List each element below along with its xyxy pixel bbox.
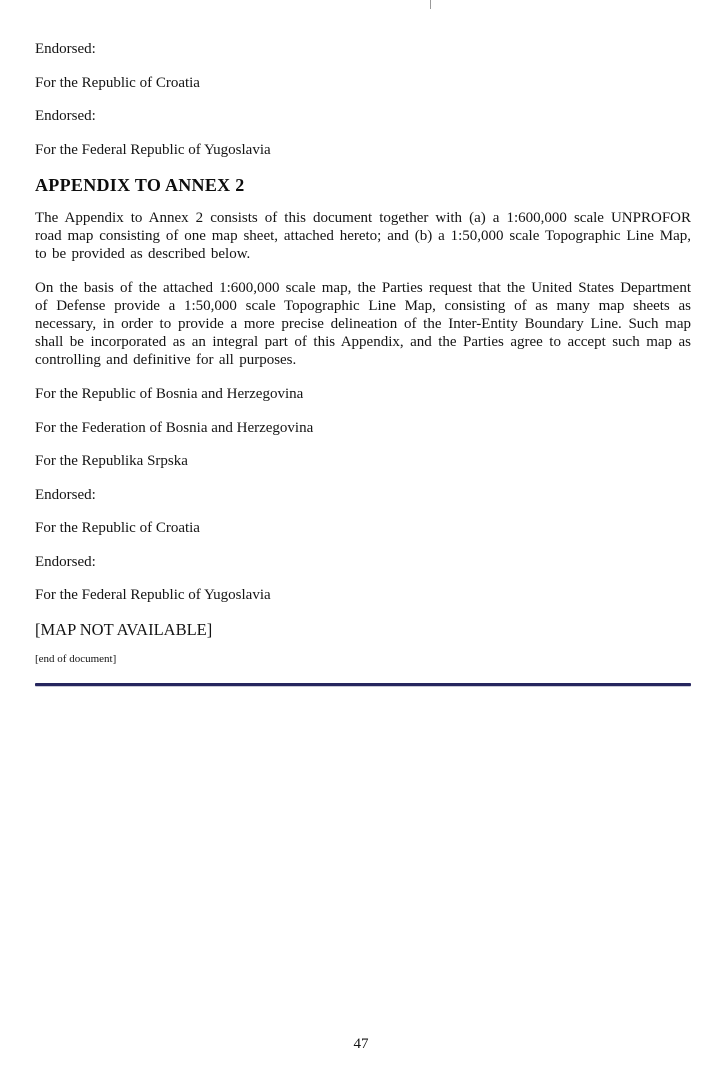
signatory-line-bosnia-herzegovina: For the Republic of Bosnia and Herzegovina (35, 386, 304, 402)
paragraph-map-request: On the basis of the attached 1:600,000 scale map, the Parties request that the United States Department of Defense provide a 1:50,000 scale Topographic Line Map, consisting of as many map sheets as necessary, in order to provide a more precise delineation of the Inter-Entity Boundary Line. Such map shall be incorporated as an integral part of this Appendix, and the Parties agree to accept such map as controlling and definitive for all purposes. (35, 280, 691, 368)
signatory-line-yugoslavia: For the Federal Republic of Yugoslavia (35, 141, 271, 158)
signatory-line-croatia: For the Republic of Croatia (35, 74, 200, 91)
endorsed-line: Endorsed: (35, 486, 96, 503)
map-not-available-note: [MAP NOT AVAILABLE] (35, 619, 213, 639)
endorsed-line: Endorsed: (35, 108, 96, 124)
separator-rule (35, 683, 691, 686)
signatory-line-federation: For the Federation of Bosnia and Herzegovina (35, 419, 314, 436)
signatory-line-croatia: For the Republic of Croatia (35, 520, 200, 536)
signatory-line-republika-srpska: For the Republika Srpska (35, 453, 188, 469)
scan-artifact-mark (430, 0, 431, 9)
page-number: 47 (353, 1036, 369, 1052)
endorsed-line: Endorsed: (35, 41, 96, 57)
paragraph-appendix-description: The Appendix to Annex 2 consists of this document together with (a) a 1:600,000 scale UNPROFOR road map consisting of one map sheet, attached hereto; and (b) a 1:50,000 scale Topographic Line Map, to be provided as described below. (35, 210, 691, 262)
end-of-document-note: [end of document] (35, 652, 117, 665)
signatory-line-yugoslavia: For the Federal Republic of Yugoslavia (35, 587, 271, 603)
endorsed-line: Endorsed: (35, 553, 96, 570)
appendix-heading: APPENDIX TO ANNEX 2 (35, 175, 245, 195)
